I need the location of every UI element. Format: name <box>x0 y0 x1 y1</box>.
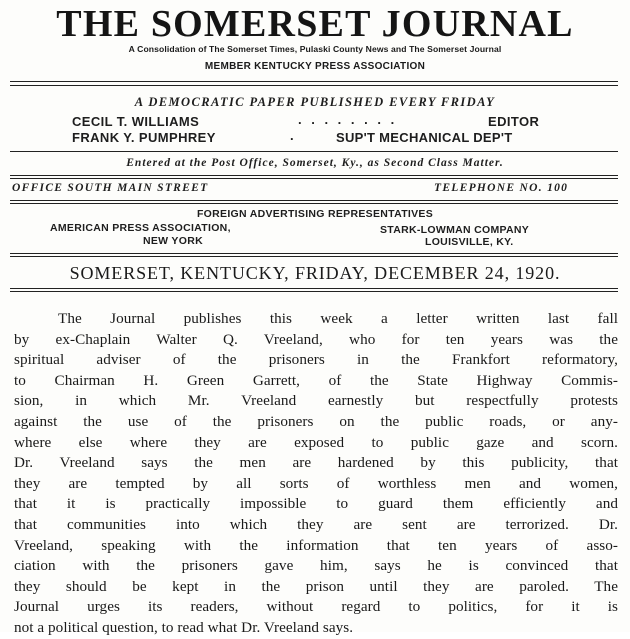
rule <box>10 291 618 292</box>
article-line: where else where they are exposed to public gaze and scorn. <box>14 433 618 451</box>
entered-notice: Entered at the Post Office, Somerset, Ky., as Second Class Matter. <box>126 157 504 169</box>
rule <box>10 256 618 257</box>
masthead-subtitle: A Consolidation of The Somerset Times, Pulaski County News and The Somerset Journal <box>128 44 502 54</box>
supt-title: SUP'T MECHANICAL DEP'T <box>336 130 513 145</box>
article-line: that communities into which they are sent are terrorized. Dr. <box>14 515 618 533</box>
rule <box>10 178 618 179</box>
article-line: to Chairman H. Green Garrett, of the State Highway Commis- <box>14 371 618 389</box>
dateline: SOMERSET, KENTUCKY, FRIDAY, DECEMBER 24, 1920. <box>69 263 561 283</box>
editor-title: EDITOR <box>488 114 540 129</box>
rule <box>10 288 618 289</box>
article-line: ciation with the prisoners gave him, says he is convinced that <box>14 557 618 575</box>
article-line: sion, in which Mr. Vreeland earnestly but respectfully protests <box>14 392 618 410</box>
supt-name: FRANK Y. PUMPHREY <box>72 130 216 145</box>
article-line: Dr. Vreeland says the men are hardened by this publicity, that <box>14 454 618 472</box>
editor-name: CECIL T. WILLIAMS <box>72 114 200 129</box>
editor-leader: . . . . . . . . <box>298 112 398 127</box>
tagline: A DEMOCRATIC PAPER PUBLISHED EVERY FRIDAY <box>134 95 496 109</box>
office-address: OFFICE SOUTH MAIN STREET <box>12 182 209 194</box>
advertising-left-line2: NEW YORK <box>143 235 203 247</box>
article-body <box>14 309 618 639</box>
rule <box>10 151 618 152</box>
article-line: not a political question, to read what Dr. Vreeland says. <box>14 618 354 636</box>
article-line: The Journal publishes this week a letter written last fall <box>58 310 618 327</box>
rule <box>10 85 618 86</box>
article-line: they are tempted by all sorts of worthless men and women, <box>14 474 618 492</box>
masthead-title: THE SOMERSET JOURNAL <box>56 3 574 45</box>
rule <box>10 81 618 82</box>
telephone-number: TELEPHONE NO. 100 <box>434 182 569 194</box>
article-line: Journal urges its readers, without regard to politics, for it is <box>14 598 618 616</box>
article-line: they should be kept in the prison until they are paroled. The <box>14 577 618 595</box>
article-line: spiritual adviser of the prisoners in the Frankfort reformatory, <box>14 351 618 369</box>
supt-leader: . <box>290 128 294 143</box>
rule <box>10 253 618 254</box>
article-line: Vreeland, speaking with the information that ten years of asso- <box>14 536 618 554</box>
advertising-right-line1: STARK-LOWMAN COMPANY <box>380 224 530 236</box>
rule <box>10 175 618 176</box>
advertising-heading: FOREIGN ADVERTISING REPRESENTATIVES <box>196 208 434 220</box>
article-line: by ex-Chaplain Walter Q. Vreeland, who for ten years was the <box>14 330 618 348</box>
article-line: that it is practically impossible to guard them efficiently and <box>14 495 618 513</box>
advertising-right-line2: LOUISVILLE, KY. <box>425 236 514 248</box>
advertising-left-line1: AMERICAN PRESS ASSOCIATION, <box>50 222 231 234</box>
rule <box>10 200 618 201</box>
member-line: MEMBER KENTUCKY PRESS ASSOCIATION <box>204 61 426 72</box>
rule <box>10 203 618 204</box>
article-line: against the use of the prisoners on the public roads, or any- <box>14 412 618 430</box>
